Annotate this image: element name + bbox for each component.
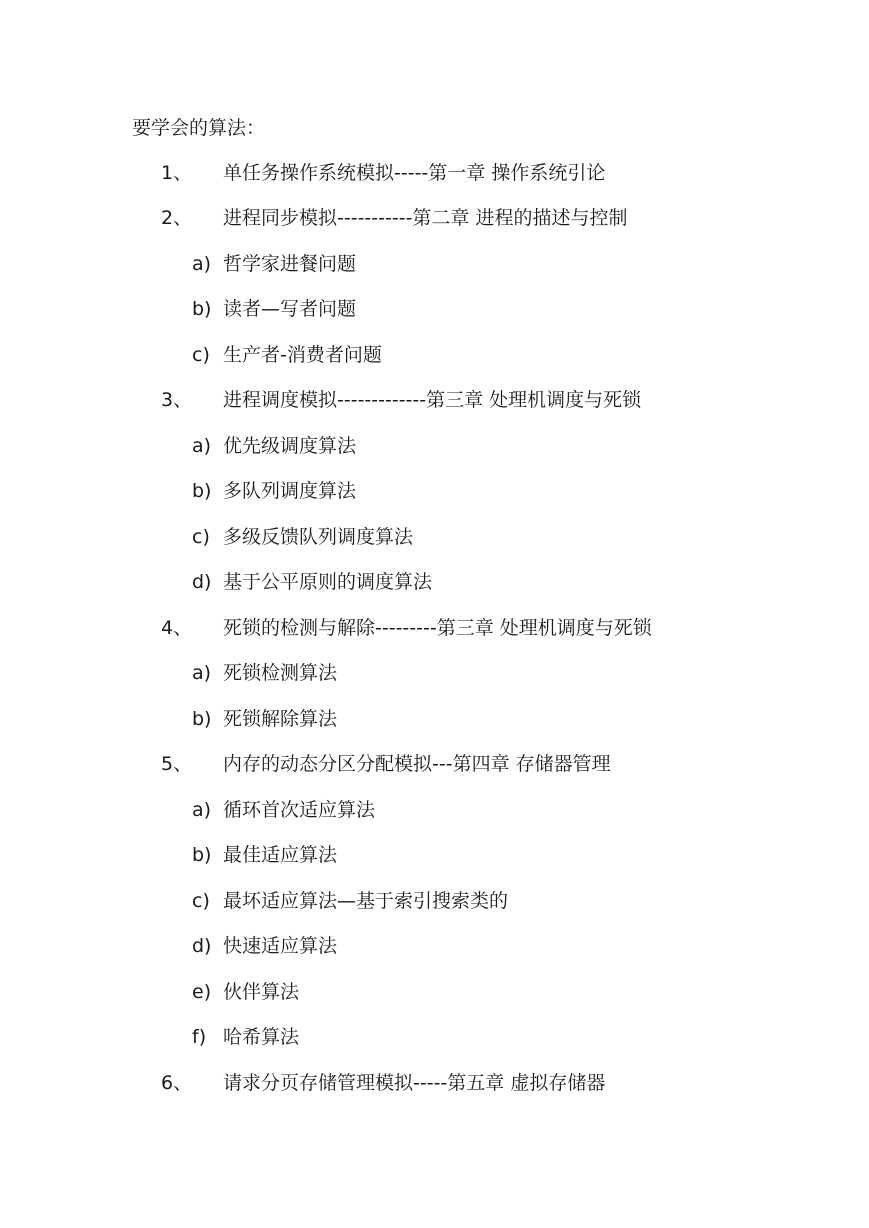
list-marker: c): [192, 344, 210, 366]
list-item-text: 最坏适应算法—基于索引搜索类的: [223, 890, 509, 912]
list-marker: e): [192, 981, 212, 1003]
list-marker: c): [192, 526, 210, 548]
list-item-text: 读者—写者问题: [223, 298, 357, 320]
list-marker: f): [192, 1026, 207, 1048]
list-marker: b): [192, 844, 212, 866]
list-marker: d): [192, 571, 212, 593]
list-item-text: 优先级调度算法: [223, 435, 357, 457]
list-marker: b): [192, 298, 212, 320]
list-item-text: 死锁的检测与解除---------第三章 处理机调度与死锁: [223, 617, 652, 639]
list-item-text: 死锁解除算法: [223, 708, 338, 730]
list-item-text: 单任务操作系统模拟-----第一章 操作系统引论: [223, 162, 606, 184]
list-marker: 4、: [161, 617, 193, 639]
list-item-text: 伙伴算法: [223, 981, 300, 1003]
list-item-text: 最佳适应算法: [223, 844, 338, 866]
list-item-text: 死锁检测算法: [223, 662, 338, 684]
list-item-text: 进程同步模拟-----------第二章 进程的描述与控制: [223, 207, 628, 229]
list-marker: 5、: [161, 753, 193, 775]
list-marker: d): [192, 935, 212, 957]
list-item-text: 哲学家进餐问题: [223, 253, 357, 275]
list-marker: 2、: [161, 207, 193, 229]
list-marker: b): [192, 480, 212, 502]
list-marker: a): [192, 435, 212, 457]
list-item-text: 基于公平原则的调度算法: [223, 571, 433, 593]
list-marker: b): [192, 708, 212, 730]
list-item-text: 内存的动态分区分配模拟---第四章 存储器管理: [223, 753, 611, 775]
list-item-text: 进程调度模拟-------------第三章 处理机调度与死锁: [223, 389, 642, 411]
list-marker: a): [192, 253, 212, 275]
list-item-text: 多队列调度算法: [223, 480, 357, 502]
list-item-text: 多级反馈队列调度算法: [223, 526, 414, 548]
list-marker: a): [192, 662, 212, 684]
list-item-text: 请求分页存储管理模拟-----第五章 虚拟存储器: [223, 1072, 606, 1094]
list-item-text: 快速适应算法: [223, 935, 338, 957]
page-heading: 要学会的算法：: [132, 117, 266, 139]
list-marker: 1、: [161, 162, 193, 184]
list-marker: 6、: [161, 1072, 193, 1094]
list-item-text: 循环首次适应算法: [223, 799, 376, 821]
list-marker: 3、: [161, 389, 193, 411]
list-marker: a): [192, 799, 212, 821]
list-item-text: 生产者-消费者问题: [223, 344, 382, 366]
list-marker: c): [192, 890, 210, 912]
list-item-text: 哈希算法: [223, 1026, 300, 1048]
